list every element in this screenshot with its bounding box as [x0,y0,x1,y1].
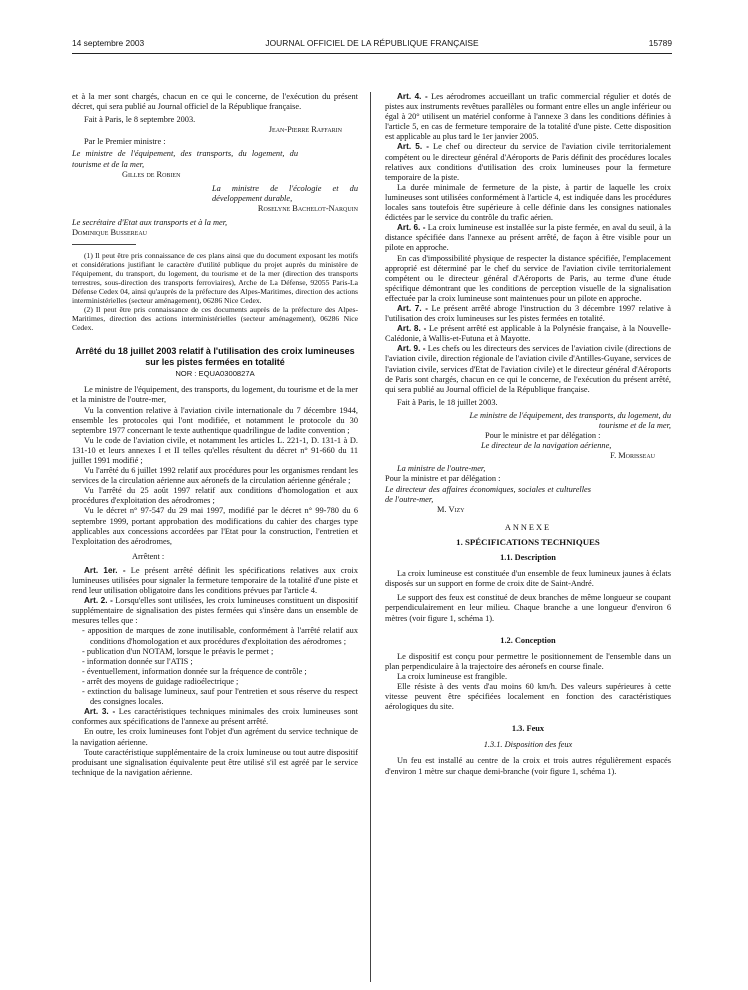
measures-list [72,626,358,707]
paragraph: Le dispositif est conçu pour permettre le positionnement de l'ensemble dans un plan perpendiculaire à la trajectoire des aéronefs en course finale. [385,651,671,671]
list-item: - éventuellement, information donnée sur la fréquence de contrôle ; [82,666,307,676]
list-item: - publication d'un NOTAM, lorsque le préavis le permet ; [82,646,274,656]
visa-paragraph: Vu l'arrêté du 6 juillet 1992 relatif aux procédures pour les organismes rendant les services de la circulation aérienne aux aéronefs de la circulation aérienne générale ; [72,466,358,486]
article-label: Art. 9. - [397,344,426,354]
nor-reference: NOR : EQUA0300827A [175,369,255,379]
article-paragraph: Art. 3. - Les caractéristiques techniques minimales des croix lumineuses sont conformes aux spécifications de l'annexe au présent arrêté. [72,707,358,727]
signatory-line: Pour le ministre et par délégation : [485,431,601,441]
signatory-name: Dominique Bussereau [72,228,148,238]
list-item: - apposition de marques de zone inutilisable, conformément à l'arrêté relatif aux conditions d'homologation et aux procédures d'exploitation des aérodromes ; [82,626,358,646]
article-paragraph: Art. 7. - Le présent arrêté abroge l'instruction du 3 décembre 1997 relative à l'utilisation des croix lumineuses sur les pistes fermées en totalité. [385,303,671,324]
section-heading: 1. SPÉCIFICATIONS TECHNIQUES [456,536,600,547]
signatory-title: Le secrétaire d'Etat aux transports et à la mer, [72,218,228,228]
signature-date: Fait à Paris, le 8 septembre 2003. [84,115,196,125]
right-column [385,92,671,777]
signatory-title: La ministre de l'écologie et du développement durable, [212,183,358,203]
article-label: Art. 4. - [397,92,428,101]
article-paragraph: Art. 5. - Le chef ou directeur du service de l'aviation civile territorialement compétent ou le directeur général d'Aéroports de Paris définit des procédures locales relatives aux conditions d'utilisation des croix lumineuses pour la fermeture temporaire de la piste. [385,142,672,182]
visa-paragraph: Vu le code de l'aviation civile, et notamment les articles L. 221-1, D. 131-1 à D. 131-10 et leurs annexes I et II telles qu'elles résultent du décret n° 91-660 du 11 juillet 1991 modifié ; [72,435,358,465]
signatory-line: Par le Premier ministre : [84,137,166,147]
signatory-name: F. Morisseau [610,451,655,461]
left-column [72,92,358,778]
signatory-title: Le ministre de l'équipement, des transports, du logement, du tourisme et de la mer, [72,149,298,169]
header-rule [72,53,672,54]
list-item: - arrêt des moyens de guidage radioélectrique ; [82,676,239,686]
paragraph: Toute caractéristique supplémentaire de la croix lumineuse ou tout autre dispositif produisant une signalisation équivalente peut être utilisé s'il est agréé par le service technique de la navigation aérienne. [72,747,358,777]
paragraph: La durée minimale de fermeture de la piste, à partir de laquelle les croix lumineuses sont utilisées conformément à l'article 4, est indiquée dans les procédures locales sans toutefois être supérieure à celle définie dans les consignes nationales édictées par le service du contrôle du trafic aérien. [385,182,671,223]
article-paragraph: Art. 4. - Les aérodromes accueillant un trafic commercial régulier et dotés de pistes aux instruments revêtues parallèles ou formant entre elles un angle inférieur ou égal à 20° utilisent un matériel conforme à l'annexe 3 dans les conditions définies à l'article 5, en cas de fermeture temporaire de la totalité d'une piste. Cette disposition est applicable au plus tard le 1er janvier 2005. [385,92,671,142]
signatory-name: Jean-Pierre Raffarin [268,125,342,135]
visa-paragraph: Le ministre de l'équipement, des transports, du logement, du tourisme et de la mer et la ministre de l'outre-mer, [72,385,358,405]
header-date: 14 septembre 2003 [72,38,145,48]
article-paragraph: Art. 9. - Les chefs ou les directeurs des services de l'aviation civile (directions de l'aviation civile, direction régionale de l'aviation civile d'Antilles-Guyane, services de l'aviation civile, services d'Etat de l'aviation civile) et le directeur général d'Aéroports de Paris sont chargés, chacun en ce qui le concerne, de l'exécution du présent arrêté, qui sera publié au Journal officiel de la République française. [385,344,671,394]
decree-closing-paragraph: et à la mer sont chargés, chacun en ce qui le concerne, de l'exécution du présent décret, qui sera publié au Journal officiel de la République française. [72,92,358,112]
signatory-title: Le directeur des affaires économiques, sociales et culturelles de l'outre-mer, [385,484,591,504]
signature-date: Fait à Paris, le 18 juillet 2003. [397,397,498,407]
article-label: Art. 7. - [397,303,429,313]
article-label: Art. 6. - [397,223,426,233]
signatory-name: Roselyne Bachelot-Narquin [257,203,358,213]
signatory-name: Gilles de Robien [122,169,181,179]
article-paragraph: Art. 1er. - Le présent arrêté définit les spécifications relatives aux croix lumineuses utilisées pour signaler la fermeture temporaire de la totalité d'une piste et rend leur utilisation obligatoire dans les conditions prévues par l'article 4. [72,565,358,596]
column-divider [370,92,371,982]
header-page-number: 15789 [648,38,672,48]
subsection-heading: 1.3.1. Disposition des feux [483,740,573,750]
paragraph: La croix lumineuse est constituée d'un ensemble de feux lumineux jaunes à éclats disposés sur un support en forme de croix dite de Saint-André. [385,569,671,589]
footnote: (2) Il peut être pris connaissance de ces documents auprès de la préfecture des Alpes-Maritimes, direction des actions interministérielles (secteur aménagement), 06286 Nice Cedex. [72,305,358,333]
header-journal-title: JOURNAL OFFICIEL DE LA RÉPUBLIQUE FRANÇAISE [265,38,479,48]
subsection-heading: 1.3. Feux [511,724,545,734]
paragraph: Un feu est installé au centre de la croix et trois autres régulièrement espacés d'environ 1 mètre sur chaque demi-branche (voir figure 1, schéma 1). [385,756,671,776]
signatory-title: Le ministre de l'équipement, des transports, du logement, du tourisme et de la mer, [469,410,671,430]
arretent-heading: Arrêtent : [132,551,165,561]
visa-paragraph: Vu l'arrêté du 25 août 1997 relatif aux conditions d'homologation et aux procédures d'exploitation des aérodromes ; [72,486,358,506]
article-paragraph: Art. 8. - Le présent arrêté est applicable à la Polynésie française, à la Nouvelle-Calédonie, à Wallis-et-Futuna et à Mayotte. [385,324,671,344]
page-header [72,38,672,52]
subsection-heading: 1.1. Description [500,553,556,563]
visa-paragraph: Vu le décret n° 97-547 du 29 mai 1997, modifié par le décret n° 99-780 du 6 septembre 1999, portant approbation des modifications du cahier des charges type applicables aux concessions accordées par l'Etat pour la construction, l'entretien et l'exploitation des aérodromes, [72,506,358,546]
article-label: Art. 1er. - [84,565,126,575]
annexe-heading: ANNEXE [504,522,552,532]
paragraph: Le support des feux est constitué de deux branches de même longueur se coupant perpendiculairement en leur milieu. Chaque branche a une longueur d'environ 6 mètres (voir figure 1, schéma 1). [385,593,671,623]
footnote-separator [72,244,136,245]
signatory-title: La ministre de l'outre-mer, [397,464,486,474]
article-label: Art. 2. - [84,596,113,606]
paragraph: La croix lumineuse est frangible. [397,671,508,681]
footnote: (1) Il peut être pris connaissance de ces plans ainsi que du document exposant les motifs et considérations justifiant le caractère d'utilité publique du projet auprès du ministère de l'équipement, du transport, du logement, du tourisme et de la mer (direction des transports terrestres, sous-direction des transports ferroviaires), Arche de La Défense, 92055 Paris-La Défense Cedex 04, ainsi qu'auprès de la préfecture des Alpes-Maritimes, direction des actions interministérielles (secteur aménagement), 06286 Nice Cedex. [72,251,358,306]
signatory-name: M. Vizy [437,504,465,514]
paragraph: Elle résiste à des vents d'au moins 60 km/h. Des valeurs supérieures à cette vitesse peuvent être spécifiées localement en fonction des caractéristiques aérologiques du site. [385,681,671,712]
paragraph: En outre, les croix lumineuses font l'objet d'un agrément du service technique de la navigation aérienne. [72,727,358,747]
article-paragraph: Art. 2. - Lorsqu'elles sont utilisées, les croix lumineuses constituent un dispositif supplémentaire de signalisation des pistes fermées qui s'insère dans un ensemble de mesures telles que : [72,596,358,626]
signatory-title: Le directeur de la navigation aérienne, [481,441,612,451]
visa-paragraph: Vu la convention relative à l'aviation civile internationale du 7 décembre 1944, ensemble les protocoles qui l'ont modifiée, et notamment le protocole du 30 septembre 1977 concernant le texte authentique quadrilingue de ladite convention ; [72,405,358,435]
list-item: - information donnée sur l'ATIS ; [82,656,193,666]
article-label: Art. 8. - [397,324,427,334]
article-paragraph: Art. 6. - La croix lumineuse est installée sur la piste fermée, en aval du seuil, à la distance spécifiée dans l'annexe au présent arrêté, de façon à être visible pour un pilote en approche. [385,223,672,253]
signatory-line: Pour la ministre et par délégation : [385,474,501,484]
article-label: Art. 5. - [397,142,430,152]
subsection-heading: 1.2. Conception [500,635,556,645]
paragraph: En cas d'impossibilité physique de respecter la distance spécifiée, l'emplacement approprié est déterminé par le chef du service de l'aviation civile territorialement compétent ou le directeur général d'Aéroports de Paris, au terme d'une étude spécifique démontrant que les conditions de perception visuelle de la signalisation effectuée par la croix lumineuse sont maintenues pour un pilote en approche. [385,253,671,303]
article-label: Art. 3. - [84,707,116,717]
arrete-title: Arrêté du 18 juillet 2003 relatif à l'utilisation des croix lumineuses sur les pistes fermées en totalité [75,346,355,368]
list-item: - extinction du balisage lumineux, sauf pour l'entretien et sous réserve du respect des consignes locales. [82,687,358,707]
